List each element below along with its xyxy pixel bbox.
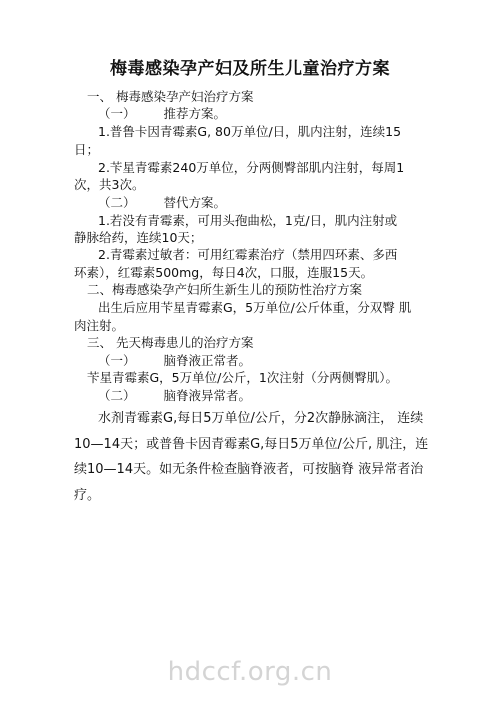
subsection-3-1-number: （一） <box>98 353 136 368</box>
subsection-3-1-heading <box>98 353 251 369</box>
subsection-1-1-number: （一） <box>98 106 136 121</box>
paragraph-line: 2.青霉素过敏者：可用红霉素治疗（禁用四环素、多西 <box>98 247 398 262</box>
paragraph-line: 2.苄星青霉素240万单位，分两侧臀部肌内注射，每周1 <box>98 160 405 175</box>
paragraph-line: 次，共3次。 <box>74 177 145 192</box>
subsection-3-2-title: 脑脊液异常者。 <box>163 388 252 403</box>
paragraph-line: 环素），红霉素500mg，每日4次，口服，连服15天。 <box>74 265 374 280</box>
subsection-1-1-heading <box>98 106 226 122</box>
subsection-1-1-title: 推荐方案。 <box>163 106 227 121</box>
subsection-1-2-title: 替代方案。 <box>163 195 227 210</box>
section-2-heading: 二、梅毒感染孕产妇所生新生儿的预防性治疗方案 <box>87 282 363 297</box>
subsection-3-1-title: 脑脊液正常者。 <box>163 353 252 368</box>
paragraph-line: 10—14天；或普鲁卡因青霉素G,每日5万单位/公斤, 肌注，连 <box>74 437 429 452</box>
paragraph-line: 苄星青霉素G，5万单位/公斤，1次注射（分两侧臀肌）。 <box>87 370 399 385</box>
paragraph-line: 疗。 <box>74 488 101 503</box>
paragraph-line: 静脉给药，连续10天； <box>74 230 203 245</box>
paragraph-line: 水剂青霉素G,每日5万单位/公斤，分2次静脉滴注， 连续 <box>98 411 424 426</box>
paragraph-line: 出生后应用苄星青霉素G，5万单位/公斤体重，分双臀 肌 <box>98 300 412 315</box>
document-title: 梅毒感染孕产妇及所生儿童治疗方案 <box>110 59 390 79</box>
paragraph-line: 日； <box>74 142 100 157</box>
paragraph-line: 续10—14天。如无条件检查脑脊液者，可按脑脊 液异常者治 <box>74 462 424 477</box>
subsection-1-2-number: （二） <box>98 195 136 210</box>
watermark: hdccf.org.cn <box>167 657 333 687</box>
paragraph-line: 1.普鲁卡因青霉素G, 80万单位/日，肌内注射，连续15 <box>98 124 402 139</box>
paragraph-line: 1.若没有青霉素，可用头孢曲松，1克/日，肌内注射或 <box>98 213 398 228</box>
subsection-1-2-heading <box>98 195 226 211</box>
paragraph-line: 肉注射。 <box>74 318 125 333</box>
subsection-3-2-heading <box>98 388 251 404</box>
section-1-heading: 一、 梅毒感染孕产妇治疗方案 <box>87 89 254 104</box>
subsection-3-2-number: （二） <box>98 388 136 403</box>
section-3-heading: 三、 先天梅毒患儿的治疗方案 <box>87 335 254 350</box>
